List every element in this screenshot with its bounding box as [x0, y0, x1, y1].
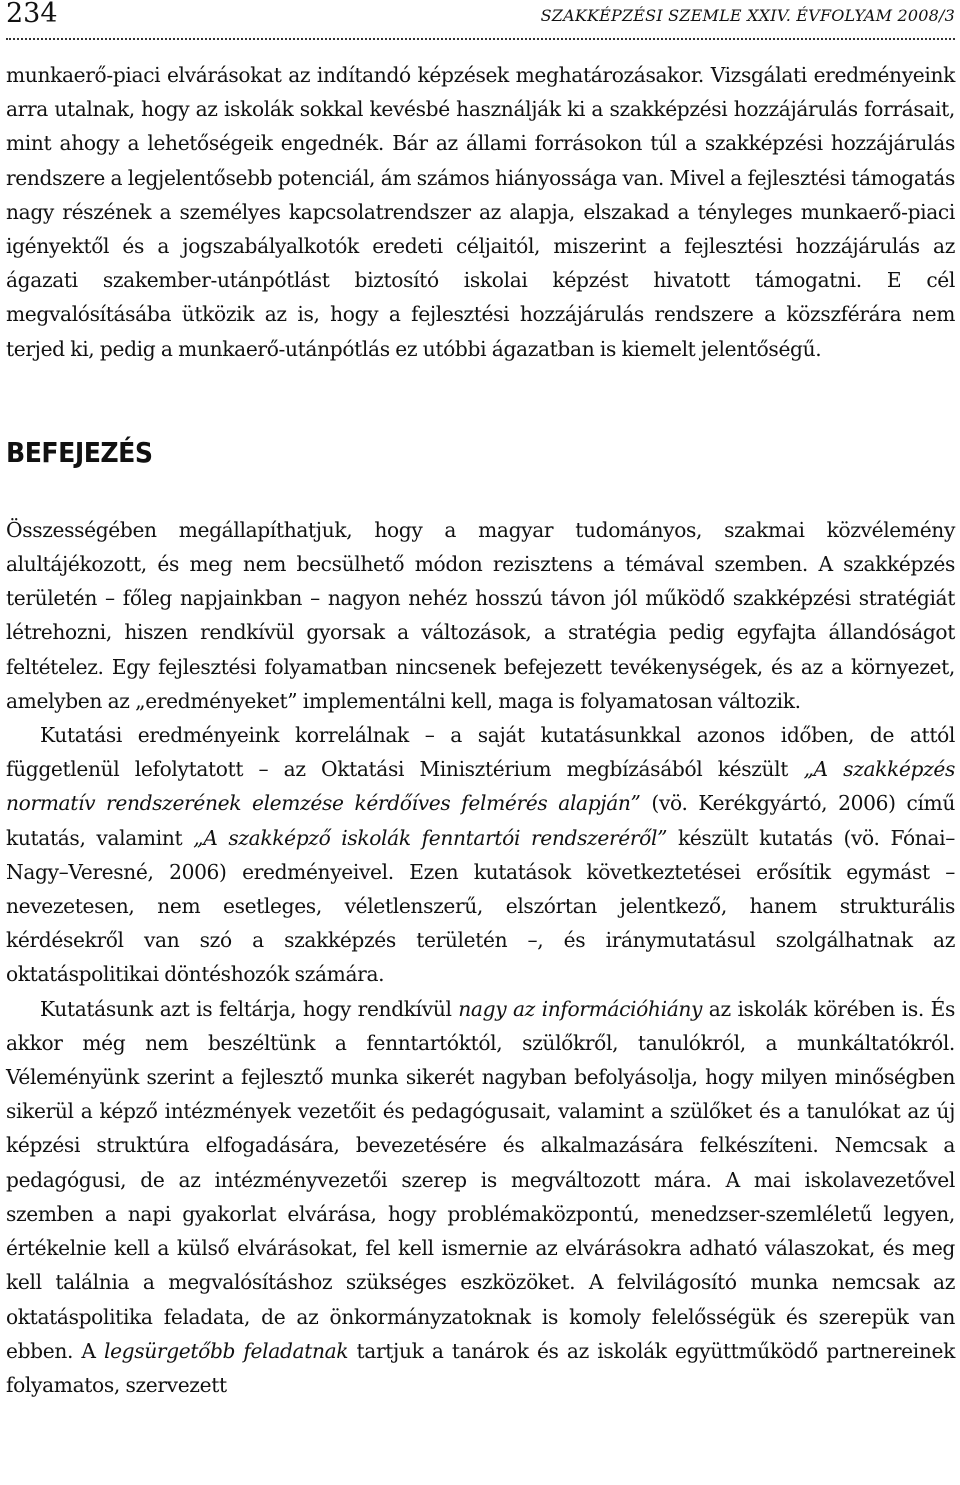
p3-emphasis-2: legsürgetőbb feladatnak: [103, 1338, 349, 1363]
page-header: [6, 0, 955, 40]
p2-text-e: készült kutatás (vö. Fónai–Nagy–Veresné, 2006) eredményeivel. Ezen kutatások következtetései erősítik egymást – nevezetesen, nem esetleges, véletlenszerű, elszórtan jelentkező, hanem strukturális kérdésekről van szó a szakképzés területén –, és iránymutatásul szolgálhatnak az oktatáspolitikai döntéshozók számára.: [6, 825, 955, 987]
section-heading: BEFEJEZÉS: [6, 435, 153, 469]
body-text: [6, 58, 955, 1402]
page-number: 234: [6, 0, 58, 29]
running-head: SZAKKÉPZÉSI SZEMLE XXIV. ÉVFOLYAM 2008/3: [540, 6, 955, 25]
p3-text-e: tartjuk a tanárok és az iskolák együttműködő partnereinek folyamatos, szervezett: [6, 1338, 955, 1397]
p2-title-1: „A szakképzés normatív rendszerének elemzése kérdőíves felmérés alapján”: [6, 757, 955, 816]
continuation-paragraph: munkaerő-piaci elvárásokat az indítandó képzések meghatározásakor. Vizsgálati eredményeink arra utalnak, hogy az iskolák sokkal kevésbé használják ki a szakképzési hozzájárulás forrásait, mint ahogy a lehetőségeik engednék. Bár az állami forrásokon túl a szakképzési hozzájárulás rendszere a legjelentősebb potenciál, ám számos hiányossága van. Mivel a fejlesztési támogatás nagy részének a személyes kapcsolatrendszer az alapja, elszakad a tényleges munkaerő-piaci igényektől és a jogszabályalkotók eredeti céljaitól, miszerint a fejlesztési hozzájárulás az ágazati szakember-utánpótlást biztosító iskolai képzést hivatott támogatni. E cél megvalósításába ütközik az is, hogy a fejlesztési hozzájárulás rendszere a közszférára nem terjed ki, pedig a munkaerő-utánpótlás ez utóbbi ágazatban is kiemelt jelentőségű.: [6, 63, 955, 361]
p2-title-2: „A szakképző iskolák fenntartói rendszeréről”: [193, 825, 668, 850]
header-dotted-rule: [6, 38, 955, 40]
p2-text-a: Kutatási eredményeink korrelálnak – a saját kutatásunkkal azonos időben, de attól függetlenül lefolytatott – az Oktatási Minisztérium megbízásából készült: [6, 723, 955, 782]
conclusion-paragraph-1: Összességében megállapíthatjuk, hogy a magyar tudományos, szakmai közvélemény alultájékozott, és meg nem becsülhető módon rezisztens a témával szemben. A szakképzés területén – főleg napjainkban – nagyon nehéz hosszú távon jól működő szakképzési stratégiát létrehozni, hiszen rendkívül gyorsak a változások, a stratégia pedig egyfajta állandóságot feltételez. Egy fejlesztési folyamatban nincsenek befejezett tevékenységek, és az a környezet, amelyben az „eredményeket” implementálni kell, maga is folyamatosan változik.: [6, 517, 955, 713]
p3-text-c: az iskolák körében is. És akkor még nem beszéltünk a fenntartóktól, szülőkről, tanulókról, a munkáltatókról. Véleményünk szerint a fejlesztő munka sikerét nagyban befolyásolja, hogy milyen minőségben sikerül a képző intézmények vezetőit és pedagógusait, valamint a szülőket és a tanulókat az új képzési struktúra elfogadására, bevezetésére és alkalmazására felkészíteni. Nemcsak a pedagógusi, de az intézményvezetői szerep is megváltozott mára. A mai iskolavezetővel szemben a napi gyakorlat elvárása, hogy problémaközpontú, menedzser-szemléletű legyen, értékelnie kell a külső elvárásokat, fel kell ismernie az elvárásokra adható válaszokat, és meg kell találnia a megvalósításhoz szükséges eszközöket. A felvilágosító munka nemcsak az oktatáspolitika feladata, de az önkormányzatoknak is komoly felelősségük és szerepük van ebben. A: [6, 996, 955, 1363]
p2-text-c: (vö. Kerékgyártó, 2006) című kutatás, valamint: [6, 791, 955, 850]
conclusion-paragraph-3: [6, 992, 955, 1402]
conclusion-paragraph-2: [6, 718, 955, 992]
p3-text-a: Kutatásunk azt is feltárja, hogy rendkívül: [40, 996, 459, 1021]
p3-emphasis-1: nagy az információhiány: [458, 996, 703, 1021]
